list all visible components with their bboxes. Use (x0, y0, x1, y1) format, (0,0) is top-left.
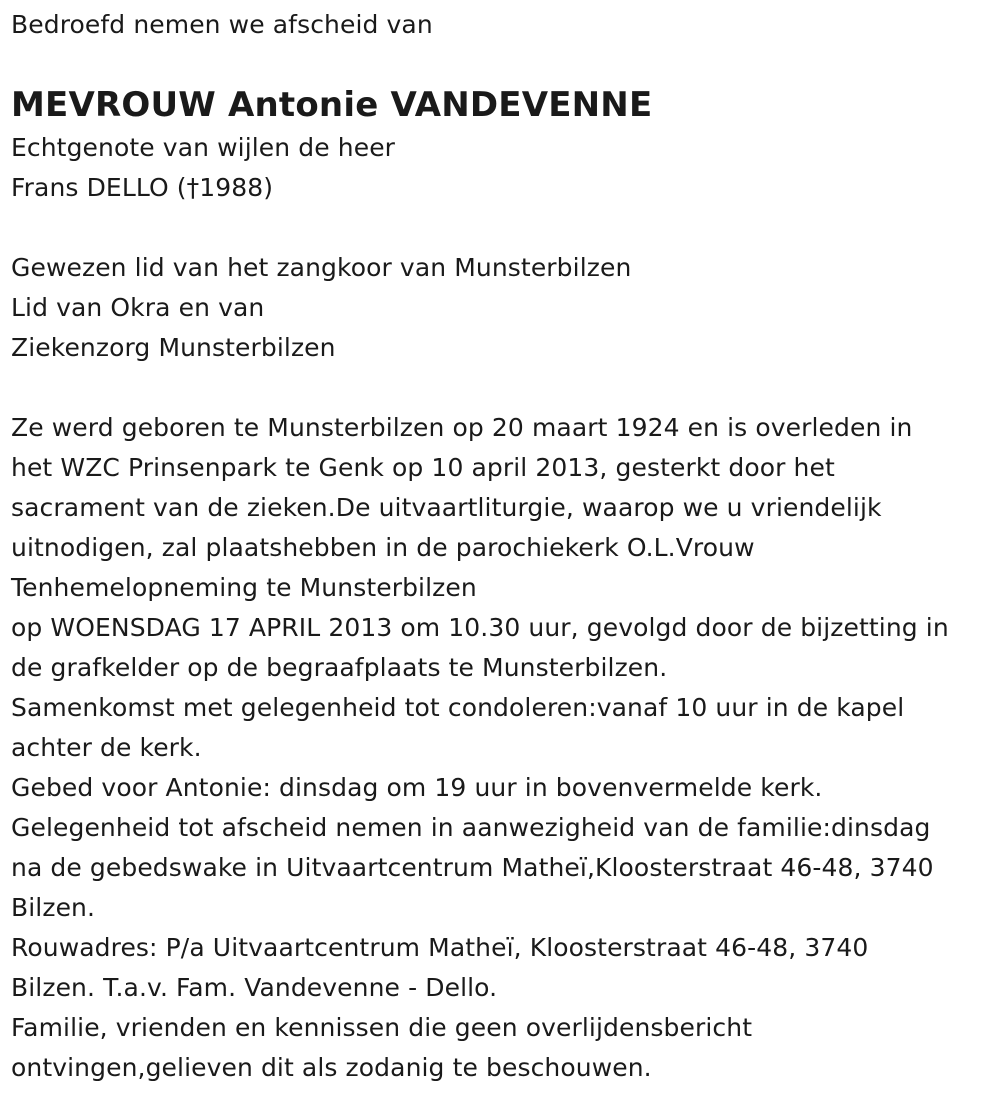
body-line: Bilzen. (11, 893, 96, 922)
body-line: het WZC Prinsenpark te Genk op 10 april 2013, gesterkt door het (11, 453, 835, 482)
body-line: Familie, vrienden en kennissen die geen overlijdensbericht (11, 1013, 753, 1042)
body-line: Ze werd geboren te Munsterbilzen op 20 maart 1924 en is overleden in (11, 413, 913, 442)
intro-text: Bedroefd nemen we afscheid van (11, 10, 433, 39)
body-line: Bilzen. T.a.v. Fam. Vandevenne - Dello. (11, 973, 498, 1002)
spacer (11, 368, 1000, 408)
body-section (11, 408, 1000, 1088)
spacer (11, 208, 1000, 248)
body-line: na de gebedswake in Uitvaartcentrum Matheï,Kloosterstraat 46-48, 3740 (11, 853, 934, 882)
body-line: de grafkelder op de begraafplaats te Munsterbilzen. (11, 653, 668, 682)
body-line: achter de kerk. (11, 733, 202, 762)
body-line: Gelegenheid tot afscheid nemen in aanwezigheid van de familie:dinsdag (11, 813, 931, 842)
spouse-line: Echtgenote van wijlen de heer (11, 133, 396, 162)
membership-line: Gewezen lid van het zangkoor van Munsterbilzen (11, 253, 632, 282)
body-line: Samenkomst met gelegenheid tot condoleren:vanaf 10 uur in de kapel (11, 693, 905, 722)
body-line: uitnodigen, zal plaatshebben in de parochiekerk O.L.Vrouw (11, 533, 755, 562)
membership-line: Ziekenzorg Munsterbilzen (11, 333, 336, 362)
deceased-name: MEVROUW Antonie VANDEVENNE (11, 85, 653, 125)
spouse-line: Frans DELLO (†1988) (11, 173, 274, 202)
memberships-section (11, 248, 1000, 368)
body-line: sacrament van de zieken.De uitvaartliturgie, waarop we u vriendelijk (11, 493, 882, 522)
body-line: ontvingen,gelieven dit als zodanig te beschouwen. (11, 1053, 652, 1082)
membership-line: Lid van Okra en van (11, 293, 265, 322)
body-line: Tenhemelopneming te Munsterbilzen (11, 573, 477, 602)
spouse-section (11, 128, 1000, 208)
body-line: op WOENSDAG 17 APRIL 2013 om 10.30 uur, gevolgd door de bijzetting in (11, 613, 949, 642)
body-line: Rouwadres: P/a Uitvaartcentrum Matheï, Kloosterstraat 46-48, 3740 (11, 933, 869, 962)
body-line: Gebed voor Antonie: dinsdag om 19 uur in bovenvermelde kerk. (11, 773, 823, 802)
